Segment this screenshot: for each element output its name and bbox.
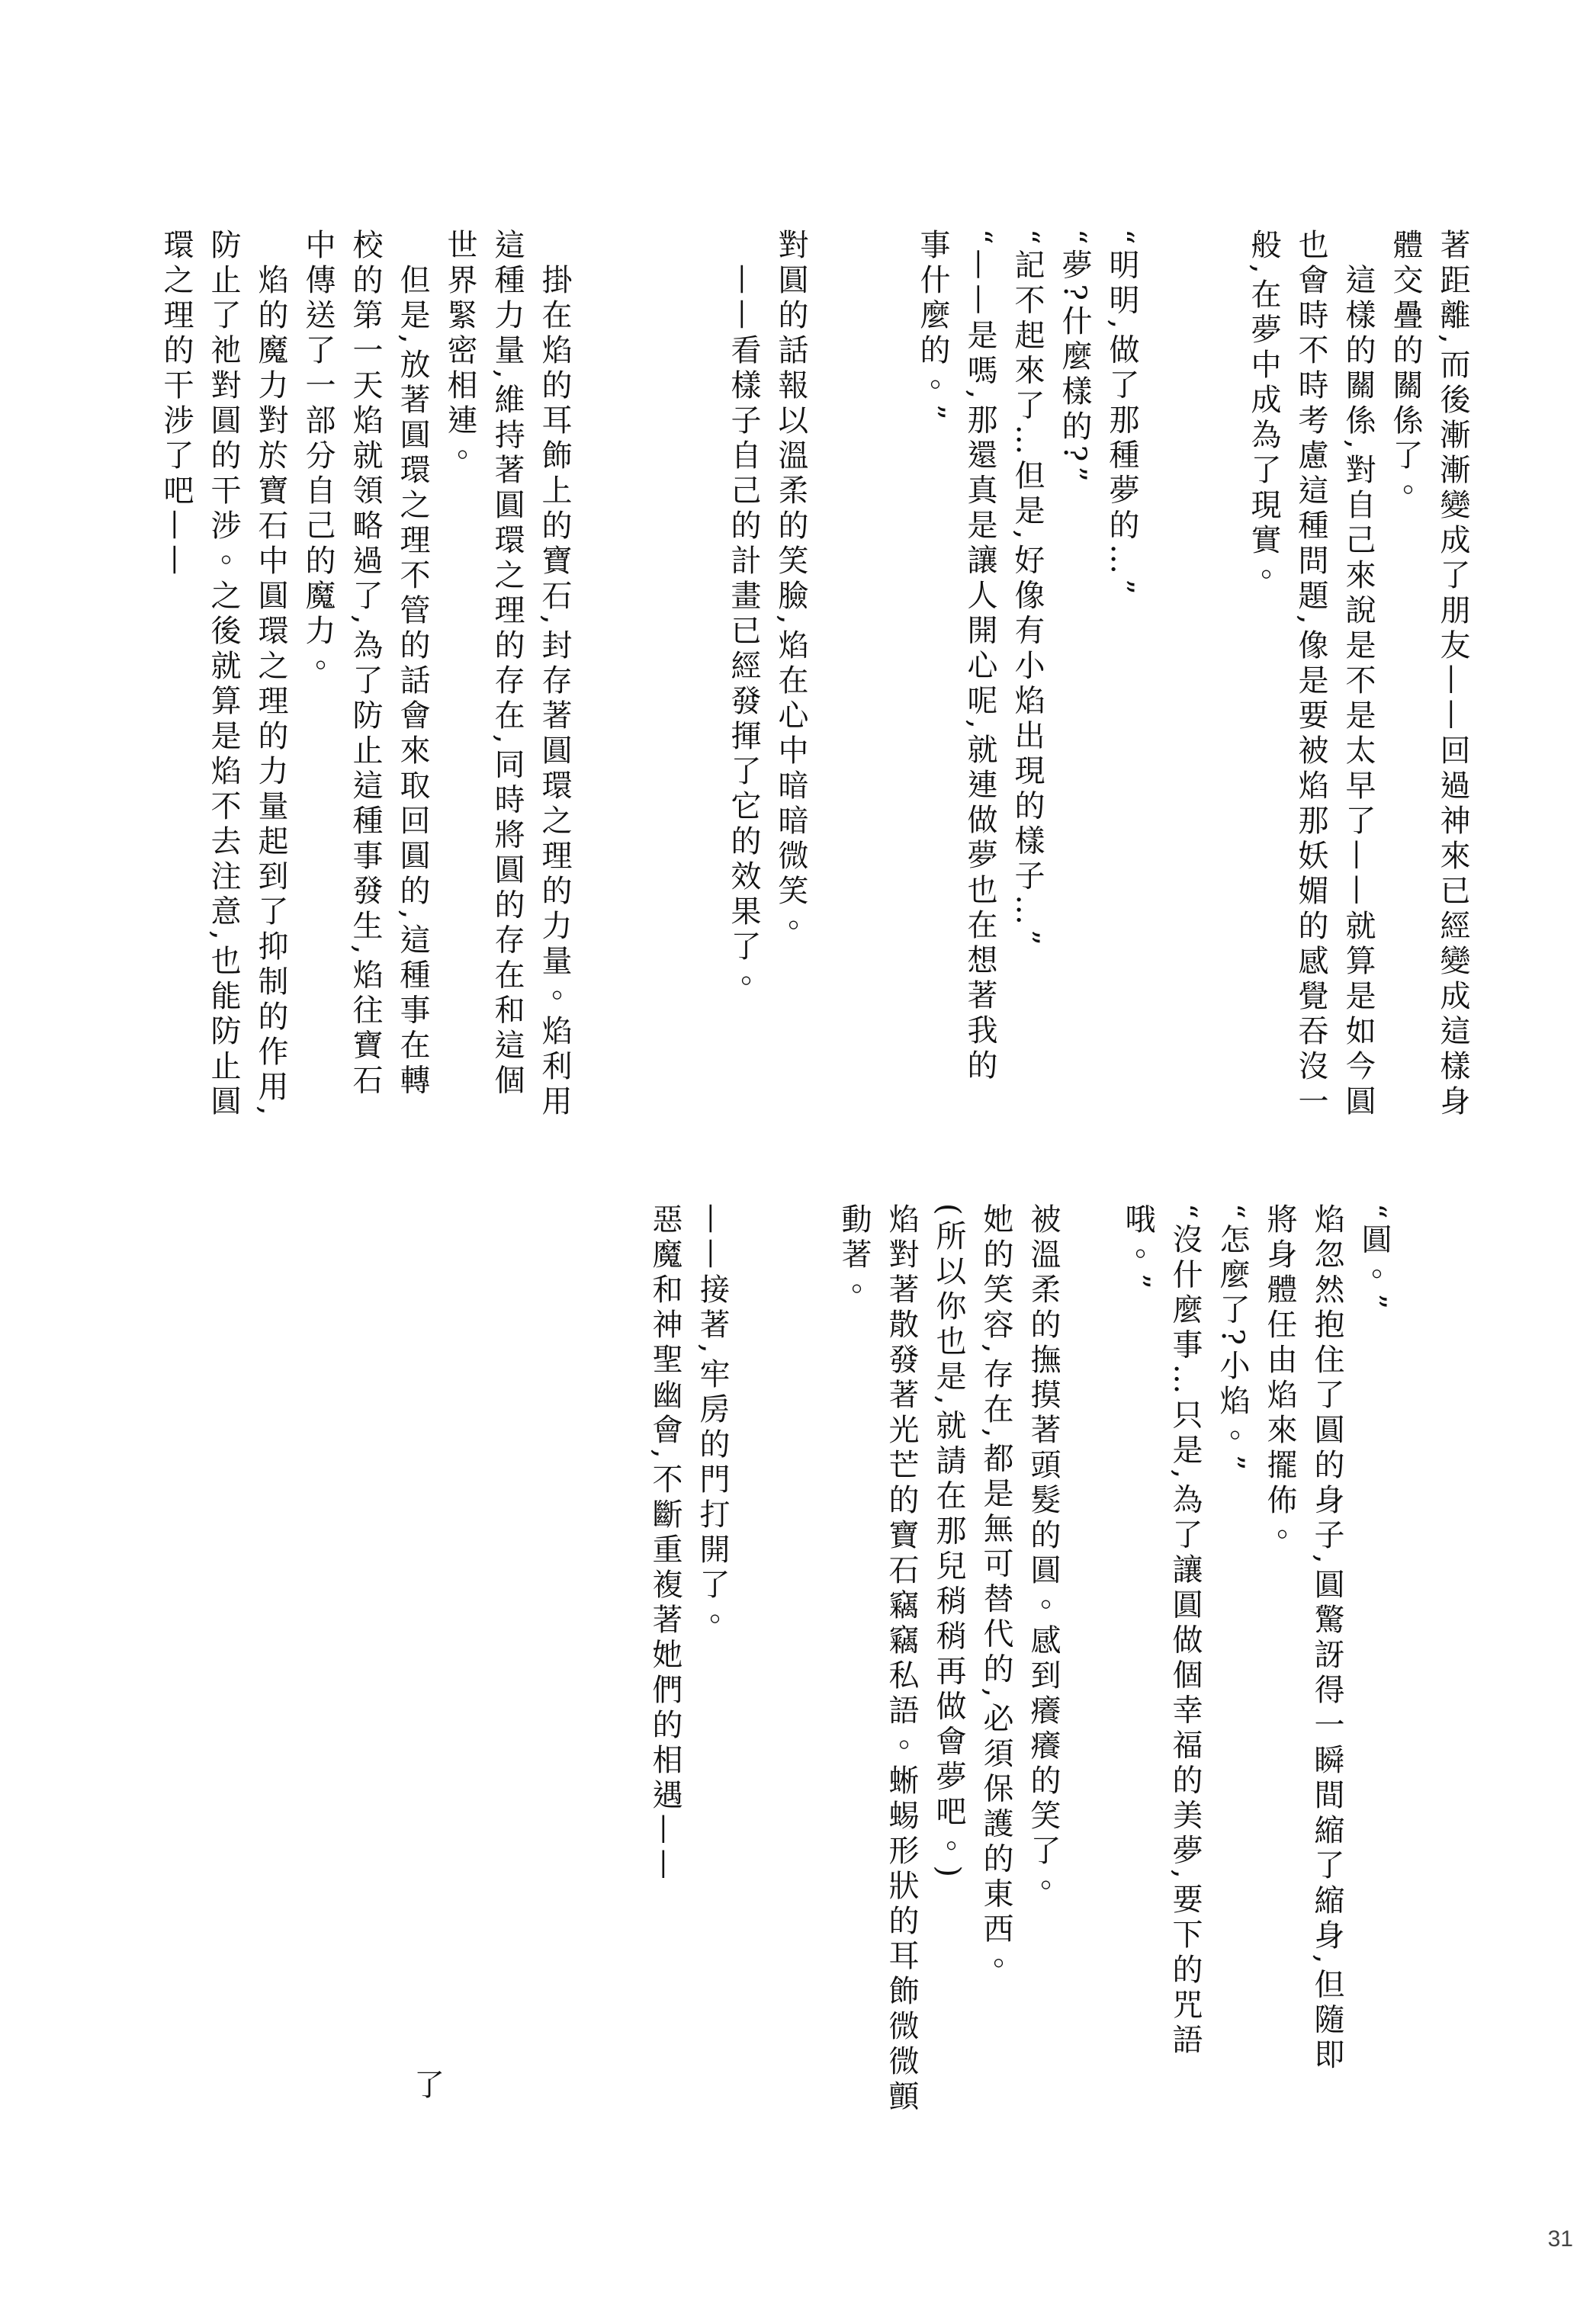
text-column: “圓。” (1357, 1203, 1392, 1314)
column-spacer (1067, 1203, 1114, 2118)
column-spacer (736, 1203, 783, 2118)
text-column: 焰的魔力對於寶石中圓環之理的力量起到了抑制的作用, (253, 229, 288, 1120)
column-spacer (862, 229, 909, 1153)
text-column: 世界緊密相連。 (442, 229, 477, 474)
text-column: 中傳送了一部分自己的魔力。 (300, 229, 336, 685)
text-column: 體交疊的關係了。 (1388, 229, 1423, 509)
top-text-block (153, 229, 1476, 1153)
column-spacer (673, 229, 720, 1153)
text-column: 焰忽然抱住了圓的身子,圓驚訝得一瞬間縮了縮身,但隨即 (1309, 1203, 1344, 2074)
text-column: 她的笑容,存在,都是無可替代的,必須保護的東西。 (978, 1203, 1013, 1983)
text-column: 掛在焰的耳飾上的寶石,封存著圓環之理的力量。焰利用 (537, 229, 572, 1120)
text-column: 環之理的干涉了吧—— (159, 229, 194, 579)
text-column: 也會時不時考慮這種問題,像是要被焰那妖媚的感覺吞沒一 (1293, 229, 1328, 1120)
text-column: 惡魔和神聖幽會,不斷重複著她們的相遇—— (647, 1203, 682, 1884)
column-spacer (1145, 229, 1193, 1153)
text-column: 焰對著散發著光芒的寶石竊竊私語。蜥蜴形狀的耳飾微微顫 (884, 1203, 919, 2115)
page-number: 31 (1547, 2226, 1573, 2252)
column-spacer (578, 229, 625, 1153)
text-column: 被溫柔的撫摸著頭髮的圓。感到癢癢的笑了。 (1026, 1203, 1061, 1905)
text-column: (所以你也是,就請在那兒稍稍再做會夢吧。) (931, 1203, 966, 1882)
column-spacer (783, 1203, 830, 2118)
text-column: “——是嗎,那還真是讓人開心呢,就連做夢也在想著我的 (962, 229, 997, 1084)
text-column: 對圓的話報以溫柔的笑臉,焰在心中暗暗微笑。 (773, 229, 808, 945)
text-column: “怎麼了?小焰。” (1215, 1203, 1250, 1475)
text-column: 這樣的關係,對自己來說是不是太早了——就算是如今圓 (1341, 229, 1376, 1120)
bottom-text-block (641, 1203, 1398, 2118)
text-column: ——接著,牢房的門打開了。 (695, 1203, 730, 1639)
text-column: “沒什麼事…只是,為了讓圓做個幸福的美夢,要下的咒語 (1167, 1203, 1203, 2059)
story-end-mark: 了 (414, 2068, 445, 2103)
text-column: 動著。 (837, 1203, 872, 1308)
text-column: 校的第一天焰就領略過了,為了防止這種事發生,焰往寶石 (348, 229, 383, 1099)
text-column: 般,在夢中成為了現實。 (1246, 229, 1281, 594)
text-column: 但是,放著圓環之理不管的話會來取回圓的,這種事在轉 (395, 229, 430, 1099)
text-column: ——看樣子自己的計畫已經發揮了它的效果了。 (726, 229, 761, 1000)
text-column: “記不起來了…但是,好像有小焰出現的樣子…” (1010, 229, 1045, 950)
text-column: 這種力量,維持著圓環之理的存在,同時將圓的存在和這個 (490, 229, 525, 1099)
column-spacer (814, 229, 862, 1153)
text-column: “明明,做了那種夢的…” (1104, 229, 1139, 599)
text-column: 著距離,而後漸漸變成了朋友——回過神來已經變成這樣身 (1435, 229, 1470, 1120)
text-column: 哦。” (1120, 1203, 1155, 1294)
column-spacer (1193, 229, 1240, 1153)
column-spacer (625, 229, 673, 1153)
text-column: “夢?什麼樣的?” (1057, 229, 1092, 486)
text-column: 防止了祂對圓的干涉。之後就算是焰不去注意,也能防止圓 (206, 229, 241, 1120)
text-column: 事什麼的。” (915, 229, 950, 425)
text-column: 將身體任由焰來擺佈。 (1262, 1203, 1297, 1554)
